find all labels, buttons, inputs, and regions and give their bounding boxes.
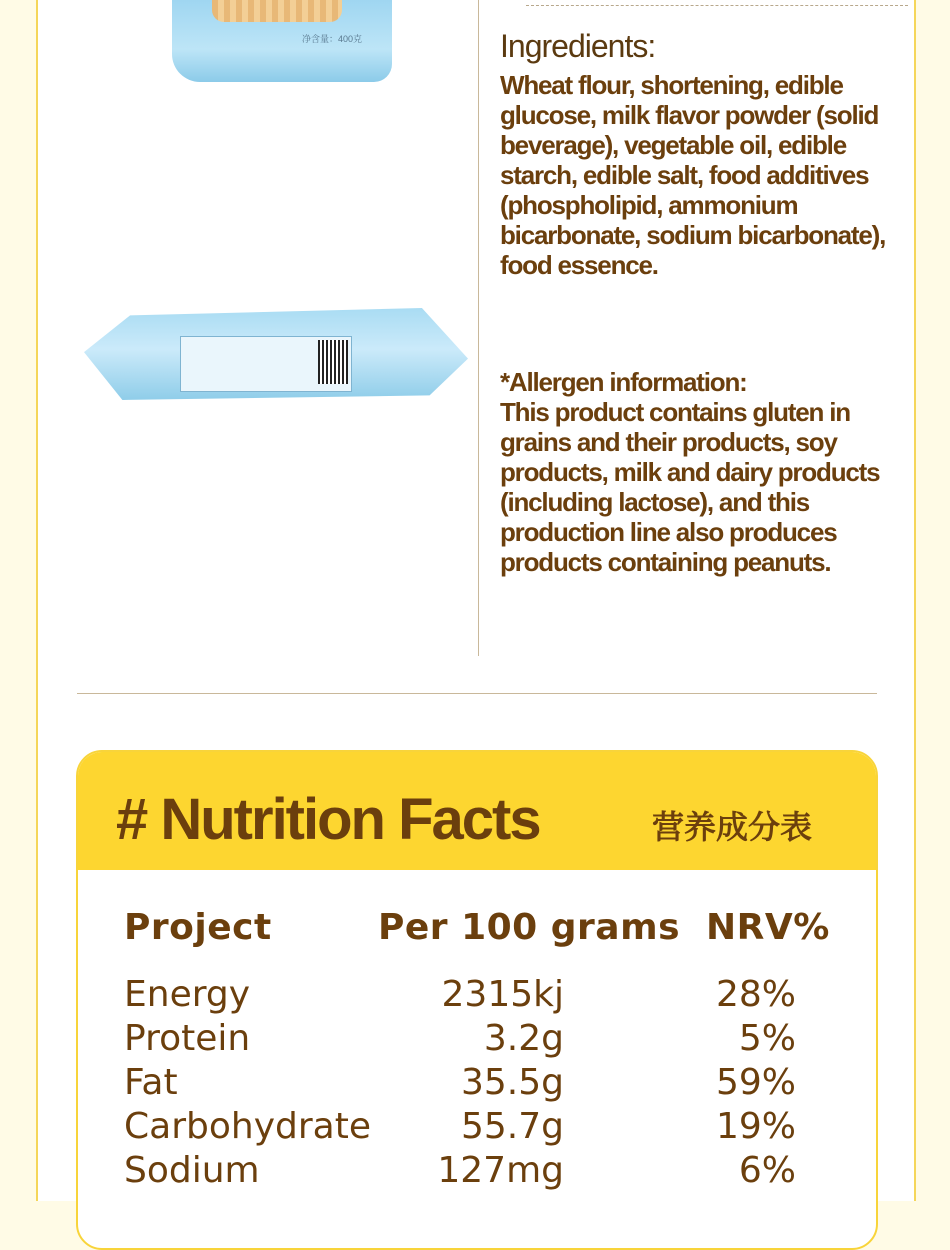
- nutrient-name: Fat: [124, 1062, 178, 1103]
- section-divider: [77, 693, 877, 694]
- nutrient-nrv: 6%: [738, 1150, 796, 1191]
- nutrient-nrv: 59%: [715, 1062, 796, 1103]
- nutrient-nrv: 28%: [715, 974, 796, 1015]
- nutrition-facts-panel: [76, 750, 878, 1250]
- nutrition-row-sodium: [78, 1150, 876, 1194]
- ingredients-title: Ingredients:: [500, 28, 656, 64]
- nutrient-amount: 127mg: [437, 1150, 564, 1191]
- nutrient-name: Sodium: [124, 1150, 260, 1191]
- barcode-graphic: [318, 340, 348, 384]
- allergen-text: This product contains gluten in grains and their products, soy products, milk and dairy products (including lactose), and this production line also produces products containing peanuts.: [500, 397, 880, 577]
- nutrition-row-carbohydrate: [78, 1106, 876, 1150]
- column-header-per-100g: Per 100 grams: [378, 907, 681, 948]
- nutrient-amount: 55.7g: [460, 1106, 564, 1147]
- nutrition-row-fat: [78, 1062, 876, 1106]
- package-back-image: [84, 308, 468, 400]
- column-divider: [478, 0, 479, 656]
- nutrition-title-cn: 营养成分表: [652, 809, 813, 845]
- nutrition-row-energy: [78, 974, 876, 1018]
- nutrient-nrv: 19%: [715, 1106, 796, 1147]
- ingredients-text: Wheat flour, shortening, edible glucose, milk flavor powder (solid beverage), vegetable oil, edible starch, edible salt, food additives (phospholipid, ammonium bicarbonate, sodium bicarbonate), food essence.: [500, 70, 886, 280]
- wafer-graphic: [212, 0, 342, 22]
- column-header-project: Project: [124, 907, 272, 948]
- nutrition-header: [78, 752, 876, 870]
- nutrient-amount: 2315kj: [441, 974, 564, 1015]
- nutrient-nrv: 5%: [738, 1018, 796, 1059]
- nutrient-amount: 35.5g: [460, 1062, 564, 1103]
- dashed-divider: [526, 5, 908, 6]
- nutrient-name: Carbohydrate: [124, 1106, 371, 1147]
- nutrition-title: # Nutrition Facts: [116, 787, 540, 852]
- nutrition-row-protein: [78, 1018, 876, 1062]
- allergen-heading: *Allergen information:: [500, 367, 747, 397]
- net-weight-label: 净含量：400克: [301, 34, 362, 44]
- package-front-image: [172, 0, 392, 82]
- nutrient-amount: 3.2g: [483, 1018, 564, 1059]
- column-header-nrv: NRV%: [706, 907, 830, 948]
- allergen-section: [500, 367, 920, 577]
- nutrient-name: Energy: [124, 974, 251, 1015]
- nutrient-name: Protein: [124, 1018, 251, 1059]
